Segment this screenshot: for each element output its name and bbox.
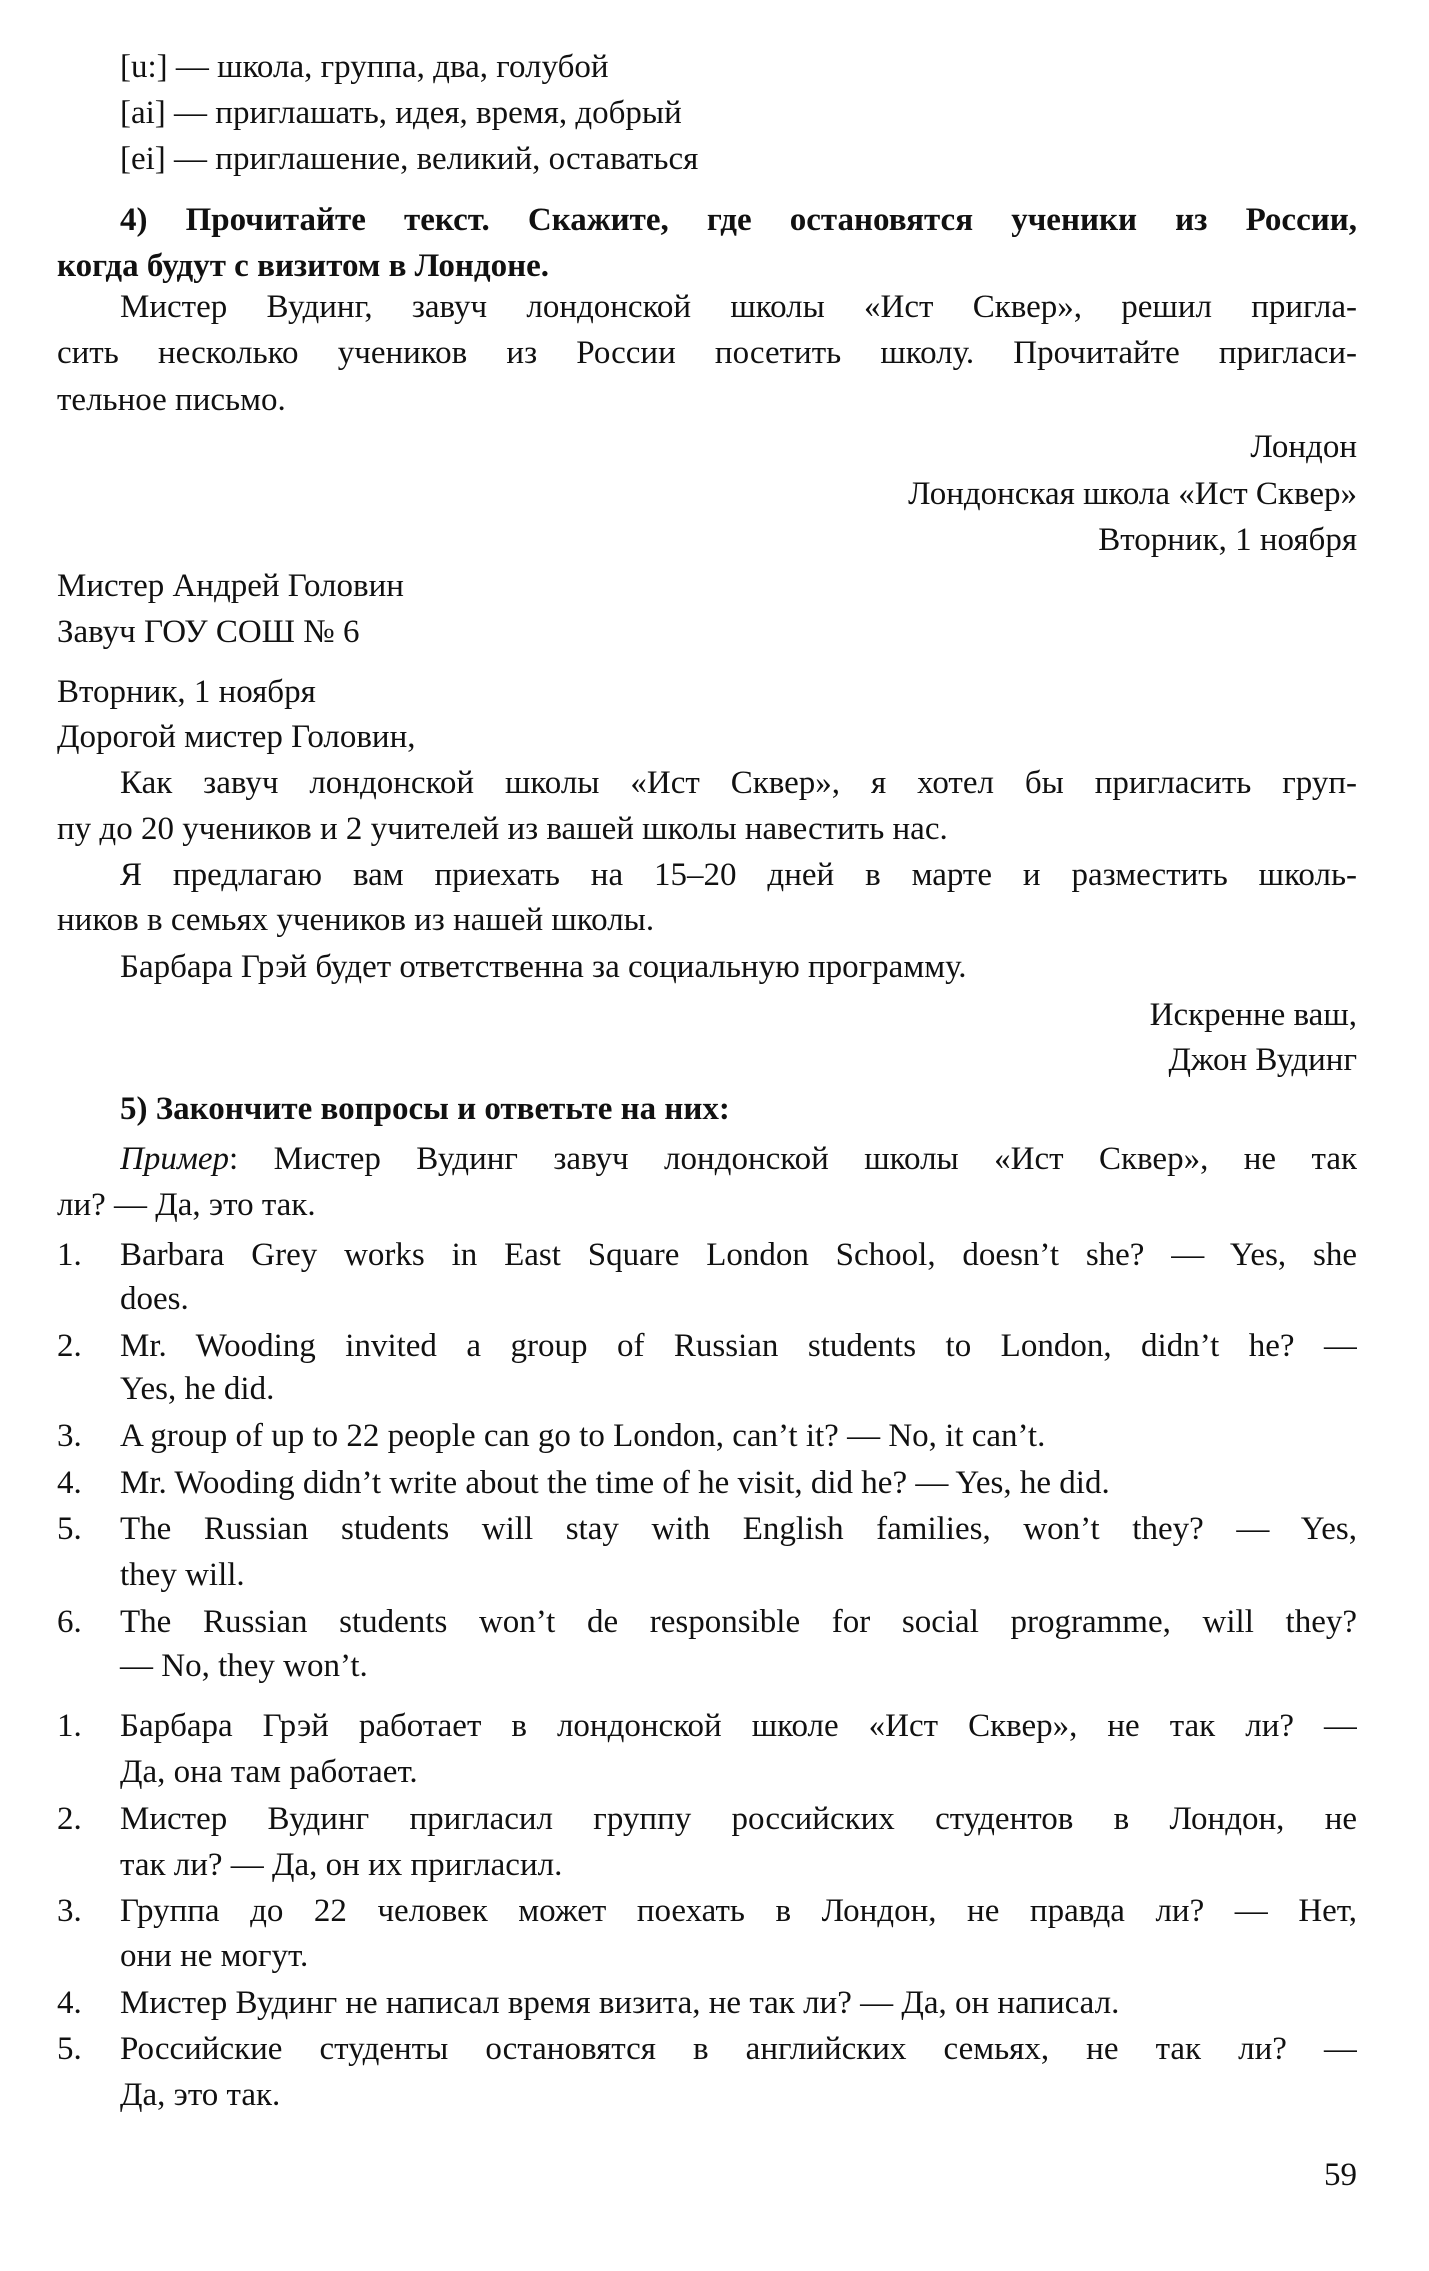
list-item: Российские студенты остановятся в английских семьях, не так ли? —: [120, 2031, 1357, 2067]
phonetic-line-ai: [120, 93, 682, 133]
task5-example-line1: [120, 1139, 1357, 1179]
list-item-continuation: — No, they won’t.: [120, 1648, 368, 1684]
list-item-continuation: Да, это так.: [120, 2077, 281, 2113]
letter-closing: Искренне ваш,: [1149, 997, 1357, 1033]
list-number: 1.: [57, 1237, 82, 1273]
letter-paragraph-3: Барбара Грэй будет ответственна за социальную программу.: [120, 949, 967, 985]
phonetic-line-ei: [120, 139, 698, 179]
task4-heading: [120, 200, 1357, 240]
page-number: 59: [1324, 2157, 1357, 2193]
list-item-continuation: Да, она там работает.: [120, 1754, 418, 1790]
letter-date: Вторник, 1 ноября: [57, 674, 316, 710]
letter-paragraph-2-line2: ников в семьях учеников из нашей школы.: [57, 902, 655, 938]
list-item: Мистер Вудинг не написал время визита, не так ли? — Да, он написал.: [120, 1985, 1120, 2021]
task5-example-line2: ли? — Да, это так.: [57, 1187, 316, 1223]
list-number: 2.: [57, 1328, 82, 1364]
task4-intro-line1: Мистер Вудинг, завуч лондонской школы «Ист Сквер», решил пригла-: [120, 289, 1357, 325]
list-item-continuation: так ли? — Да, он их пригласил.: [120, 1847, 563, 1883]
phonetic-words: — приглашать, идея, время, добрый: [174, 95, 682, 131]
list-item: Mr. Wooding invited a group of Russian students to London, didn’t he? —: [120, 1328, 1357, 1364]
task4-intro-line2: сить несколько учеников из России посетить школу. Прочитайте приглаcи-: [57, 335, 1357, 371]
list-number: 2.: [57, 1801, 82, 1837]
list-item: Мистер Вудинг пригласил группу российских студентов в Лондон, не: [120, 1801, 1357, 1837]
phonetic-symbol: [u:]: [120, 49, 168, 85]
phonetic-line-u: [120, 47, 609, 87]
sender-school: Лондонская школа «Ист Сквер»: [908, 476, 1357, 512]
task5-heading: 5) Закончите вопросы и ответьте на них:: [120, 1091, 730, 1127]
task4-heading-line1: 4) Прочитайте текст. Скажите, где остановятся ученики из России,: [120, 202, 1357, 238]
list-item-continuation: Yes, he did.: [120, 1371, 275, 1407]
phonetic-words: — школа, группа, два, голубой: [175, 49, 609, 85]
list-item-continuation: does.: [120, 1281, 189, 1317]
list-item-continuation: they will.: [120, 1557, 245, 1593]
task4-intro-line3: тельное письмо.: [57, 382, 286, 418]
list-item: The Russian students will stay with English families, won’t they? — Yes,: [120, 1511, 1357, 1547]
list-item: Barbara Grey works in East Square London School, doesn’t she? — Yes, she: [120, 1237, 1357, 1273]
list-item: Группа до 22 человек может поехать в Лондон, не правда ли? — Нет,: [120, 1893, 1357, 1929]
phonetic-symbol: [ei]: [120, 141, 166, 177]
list-item: A group of up to 22 people can go to London, can’t it? — No, it can’t.: [120, 1418, 1046, 1454]
sender-city: Лондон: [1250, 429, 1357, 465]
list-number: 5.: [57, 2031, 82, 2067]
letter-greeting: Дорогой мистер Головин,: [57, 719, 416, 755]
list-item-continuation: они не могут.: [120, 1938, 309, 1974]
list-number: 4.: [57, 1465, 82, 1501]
list-number: 5.: [57, 1511, 82, 1547]
phonetic-words: — приглашение, великий, оставаться: [174, 141, 699, 177]
list-number: 3.: [57, 1893, 82, 1929]
list-number: 1.: [57, 1708, 82, 1744]
letter-signature: Джон Вудинг: [1168, 1042, 1357, 1078]
task4-heading-line2: когда будут с визитом в Лондоне.: [57, 248, 550, 284]
letter-paragraph-1-line1: Как завуч лондонской школы «Ист Сквер», я хотел бы пригласить груп-: [120, 765, 1357, 801]
list-item: Mr. Wooding didn’t write about the time of he visit, did he? — Yes, he did.: [120, 1465, 1110, 1501]
sender-date: Вторник, 1 ноября: [1098, 522, 1357, 558]
phonetic-symbol: [ai]: [120, 95, 166, 131]
list-number: 4.: [57, 1985, 82, 2021]
letter-paragraph-1-line2: пу до 20 учеников и 2 учителей из вашей школы навестить нас.: [57, 811, 948, 847]
list-number: 3.: [57, 1418, 82, 1454]
recipient-title: Завуч ГОУ СОШ № 6: [57, 614, 360, 650]
list-item: The Russian students won’t de responsible for social programme, will they?: [120, 1604, 1357, 1640]
list-number: 6.: [57, 1604, 82, 1640]
example-text: : Мистер Вудинг завуч лондонской школы «Ист Сквер», не так: [229, 1141, 1357, 1177]
example-label: Пример: [120, 1141, 230, 1177]
recipient-name: Мистер Андрей Головин: [57, 568, 404, 604]
list-item: Барбара Грэй работает в лондонской школе «Ист Сквер», не так ли? —: [120, 1708, 1357, 1744]
letter-paragraph-2-line1: Я предлагаю вам приехать на 15–20 дней в марте и разместить школь-: [120, 857, 1357, 893]
